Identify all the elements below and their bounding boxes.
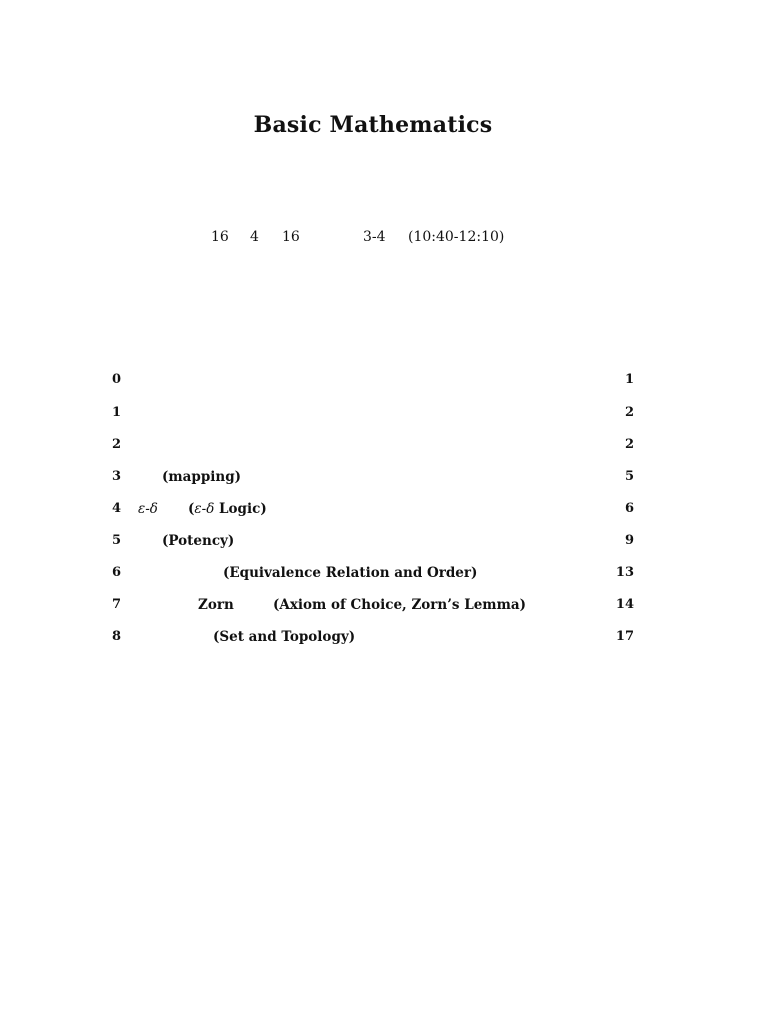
toc-row — [0, 437, 768, 459]
toc-page: 2 — [624, 437, 634, 452]
toc-row — [0, 565, 768, 587]
toc-number: 3 — [112, 469, 122, 484]
epsilon-delta-symbol: ε-δ — [138, 501, 158, 517]
meta-number-1: 16 — [211, 229, 229, 245]
toc-title: (mapping) — [162, 469, 242, 485]
toc-page: 5 — [624, 469, 634, 484]
toc-row — [0, 533, 768, 555]
toc-row — [0, 405, 768, 427]
toc-title: (Equivalence Relation and Order) — [223, 565, 478, 581]
toc-title: (Set and Topology) — [213, 629, 356, 645]
toc-page: 2 — [624, 405, 634, 420]
toc-page: 9 — [624, 533, 634, 548]
toc-number: 4 — [112, 501, 122, 516]
toc-number: 5 — [112, 533, 122, 548]
toc-number: 8 — [112, 629, 122, 644]
toc-row — [0, 629, 768, 651]
toc-row — [0, 501, 768, 523]
toc-title: (Potency) — [162, 533, 235, 549]
meta-number-3: 16 — [282, 229, 300, 245]
toc-page: 1 — [624, 372, 634, 387]
meta-period: 3-4 — [363, 229, 386, 245]
toc-number: 2 — [112, 437, 122, 452]
toc-page: 14 — [615, 597, 634, 612]
toc-row — [0, 597, 768, 619]
epsilon-delta-symbol: ε-δ — [194, 501, 215, 517]
toc-title: (ε-δ Logic) — [188, 501, 267, 517]
toc-title: (Axiom of Choice, Zorn’s Lemma) — [273, 597, 527, 613]
toc-row — [0, 469, 768, 491]
meta-number-2: 4 — [250, 229, 259, 245]
meta-time: (10:40-12:10) — [408, 229, 505, 245]
toc-title-zorn: Zorn — [198, 597, 234, 613]
toc-number: 6 — [112, 565, 122, 580]
toc-row — [0, 372, 768, 394]
toc-title-math — [138, 501, 158, 517]
toc-number: 0 — [112, 372, 122, 387]
toc-number: 7 — [112, 597, 122, 612]
toc-page: 17 — [615, 629, 634, 644]
toc-number: 1 — [112, 405, 122, 420]
page-title: Basic Mathematics — [253, 112, 493, 138]
toc-page: 6 — [624, 501, 634, 516]
toc-page: 13 — [615, 565, 634, 580]
